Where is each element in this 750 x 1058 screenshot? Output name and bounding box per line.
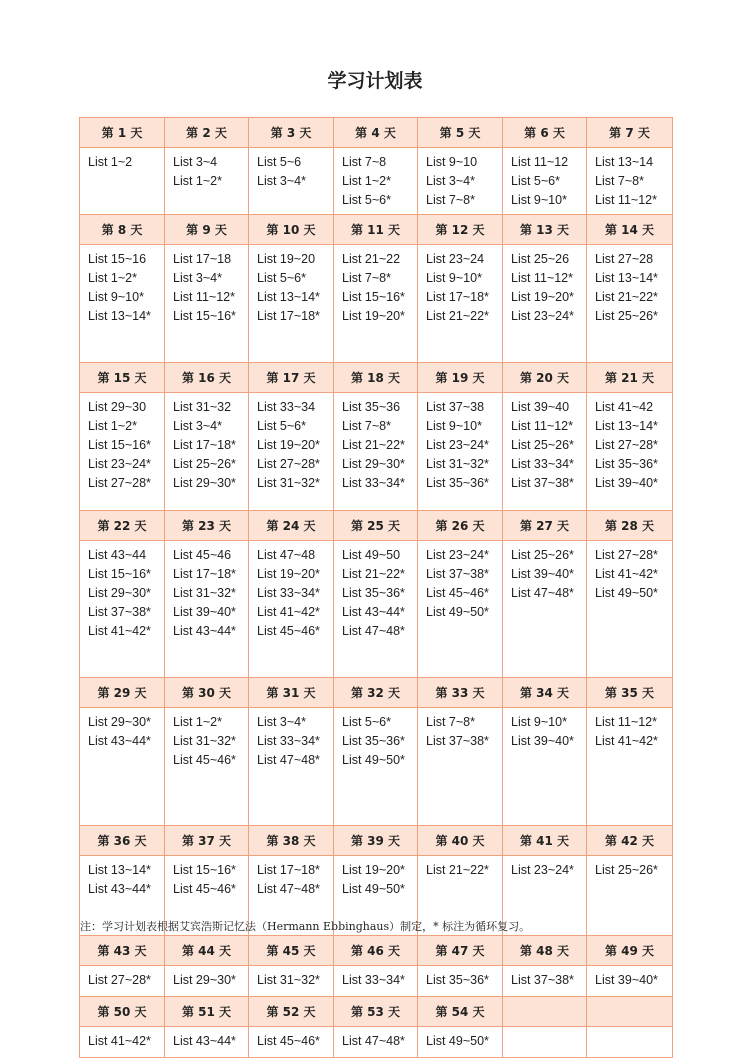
- list-item: List 29~30*: [342, 457, 405, 471]
- list-item: List 25~26*: [595, 863, 658, 877]
- list-cell: [80, 1027, 165, 1058]
- list-cell: [80, 708, 165, 826]
- list-item: List 15~16: [88, 252, 147, 266]
- list-cell: [418, 148, 503, 215]
- list-cell: [587, 1027, 673, 1058]
- list-item: List 47~48*: [342, 1034, 405, 1048]
- day-header-cell: 第 52 天: [249, 997, 334, 1027]
- list-item: List 39~40*: [173, 605, 236, 619]
- list-item: List 7~8*: [342, 271, 391, 285]
- list-item: List 17~18*: [173, 567, 236, 581]
- list-item: List 1~2*: [88, 271, 137, 285]
- list-item: List 33~34*: [511, 457, 574, 471]
- list-cell: [334, 966, 418, 997]
- list-item: List 41~42*: [595, 567, 658, 581]
- list-item: List 11~12: [511, 155, 569, 169]
- day-header-cell: 第 42 天: [587, 826, 673, 856]
- list-item: List 25~26*: [511, 548, 574, 562]
- day-header-cell: 第 49 天: [587, 936, 673, 966]
- list-cell: [165, 148, 249, 215]
- list-item: List 39~40*: [511, 734, 574, 748]
- list-item: List 3~4*: [426, 174, 475, 188]
- list-item: List 25~26: [511, 252, 570, 266]
- day-header-cell: 第 9 天: [165, 215, 249, 245]
- day-header-cell: 第 8 天: [80, 215, 165, 245]
- list-item: List 37~38: [426, 400, 485, 414]
- day-header-cell: 第 25 天: [334, 511, 418, 541]
- day-header-row: [80, 678, 673, 708]
- list-cell: [587, 148, 673, 215]
- list-cell: [165, 1027, 249, 1058]
- list-cell: [165, 541, 249, 678]
- list-item: List 19~20*: [511, 290, 574, 304]
- day-header-cell: [503, 997, 587, 1027]
- list-item: List 27~28: [595, 252, 654, 266]
- list-cell: [503, 148, 587, 215]
- list-item: List 23~24: [426, 252, 485, 266]
- list-item: List 33~34*: [342, 973, 405, 987]
- list-item: List 49~50*: [426, 1034, 489, 1048]
- day-header-cell: 第 51 天: [165, 997, 249, 1027]
- list-cell: [334, 541, 418, 678]
- day-header-row: [80, 936, 673, 966]
- list-item: List 33~34*: [257, 734, 320, 748]
- list-item: List 21~22*: [595, 290, 658, 304]
- day-header-cell: 第 24 天: [249, 511, 334, 541]
- list-item: List 1~2*: [342, 174, 391, 188]
- day-header-cell: 第 28 天: [587, 511, 673, 541]
- list-item: List 43~44*: [88, 734, 151, 748]
- day-header-cell: 第 43 天: [80, 936, 165, 966]
- list-item: List 7~8: [342, 155, 387, 169]
- day-header-cell: 第 3 天: [249, 118, 334, 148]
- day-header-row: [80, 826, 673, 856]
- list-item: List 11~12*: [173, 290, 235, 304]
- list-item: List 35~36*: [342, 586, 405, 600]
- list-item: List 35~36*: [595, 457, 658, 471]
- list-item: List 29~30: [88, 400, 147, 414]
- list-cell: [587, 856, 673, 936]
- list-item: List 41~42*: [595, 734, 658, 748]
- list-item: List 17~18*: [426, 290, 489, 304]
- list-item: List 15~16*: [173, 863, 236, 877]
- list-item: List 5~6*: [257, 271, 306, 285]
- list-item: List 49~50*: [342, 753, 405, 767]
- list-item: List 15~16*: [342, 290, 405, 304]
- list-item: List 23~24*: [511, 863, 574, 877]
- list-cell: [587, 541, 673, 678]
- day-header-cell: 第 18 天: [334, 363, 418, 393]
- day-header-cell: 第 30 天: [165, 678, 249, 708]
- list-item: List 13~14: [595, 155, 654, 169]
- day-header-cell: 第 16 天: [165, 363, 249, 393]
- list-item: List 11~12*: [595, 715, 657, 729]
- list-item: List 21~22: [342, 252, 401, 266]
- day-header-cell: 第 40 天: [418, 826, 503, 856]
- list-item: List 29~30*: [173, 973, 236, 987]
- list-item: List 31~32: [173, 400, 232, 414]
- day-header-cell: 第 45 天: [249, 936, 334, 966]
- day-header-cell: 第 17 天: [249, 363, 334, 393]
- list-item: List 25~26*: [173, 457, 236, 471]
- list-item: List 27~28*: [595, 438, 658, 452]
- day-header-row: [80, 997, 673, 1027]
- day-header-cell: 第 2 天: [165, 118, 249, 148]
- list-cell: [503, 1027, 587, 1058]
- list-row: [80, 245, 673, 363]
- list-item: List 41~42*: [88, 624, 151, 638]
- list-item: List 3~4*: [173, 271, 222, 285]
- day-header-row: [80, 511, 673, 541]
- list-item: List 29~30*: [173, 476, 236, 490]
- day-header-cell: 第 29 天: [80, 678, 165, 708]
- list-cell: [418, 708, 503, 826]
- list-cell: [418, 966, 503, 997]
- list-item: List 43~44*: [88, 882, 151, 896]
- list-item: List 31~32*: [173, 586, 236, 600]
- list-item: List 15~16*: [88, 438, 151, 452]
- list-item: List 23~24*: [511, 309, 574, 323]
- list-cell: [249, 966, 334, 997]
- list-item: List 15~16*: [88, 567, 151, 581]
- list-item: List 31~32*: [257, 973, 320, 987]
- list-item: List 7~8*: [342, 419, 391, 433]
- list-item: List 5~6*: [511, 174, 560, 188]
- day-header-cell: 第 7 天: [587, 118, 673, 148]
- list-item: List 9~10*: [511, 193, 567, 207]
- list-item: List 27~28*: [88, 973, 151, 987]
- list-item: List 5~6: [257, 155, 302, 169]
- list-item: List 37~38*: [511, 973, 574, 987]
- list-item: List 19~20: [257, 252, 316, 266]
- day-header-cell: 第 34 天: [503, 678, 587, 708]
- list-cell: [80, 541, 165, 678]
- list-item: List 39~40*: [511, 567, 574, 581]
- list-cell: [249, 708, 334, 826]
- day-header-cell: 第 10 天: [249, 215, 334, 245]
- list-item: List 49~50*: [342, 882, 405, 896]
- list-item: List 45~46*: [257, 624, 320, 638]
- list-item: List 37~38*: [426, 567, 489, 581]
- day-header-cell: 第 27 天: [503, 511, 587, 541]
- list-row: [80, 1027, 673, 1058]
- list-item: List 19~20*: [342, 309, 405, 323]
- list-item: List 29~30*: [88, 715, 151, 729]
- list-item: List 19~20*: [257, 567, 320, 581]
- day-header-cell: 第 36 天: [80, 826, 165, 856]
- day-header-row: [80, 118, 673, 148]
- list-item: List 45~46*: [173, 882, 236, 896]
- list-item: List 1~2: [88, 155, 133, 169]
- list-cell: [249, 148, 334, 215]
- list-cell: [503, 245, 587, 363]
- day-header-cell: 第 33 天: [418, 678, 503, 708]
- day-header-cell: 第 46 天: [334, 936, 418, 966]
- list-cell: [249, 1027, 334, 1058]
- list-item: List 9~10*: [426, 419, 482, 433]
- study-plan-table: [79, 117, 673, 1058]
- list-cell: [334, 393, 418, 511]
- list-item: List 49~50*: [426, 605, 489, 619]
- list-item: List 27~28*: [88, 476, 151, 490]
- list-cell: [249, 245, 334, 363]
- list-cell: [418, 541, 503, 678]
- page-title: 学习计划表: [327, 70, 423, 92]
- list-item: List 39~40: [511, 400, 570, 414]
- list-cell: [165, 245, 249, 363]
- day-header-cell: 第 5 天: [418, 118, 503, 148]
- list-item: List 11~12*: [595, 193, 657, 207]
- list-item: List 43~44*: [342, 605, 405, 619]
- day-header-cell: 第 14 天: [587, 215, 673, 245]
- list-item: List 7~8*: [595, 174, 644, 188]
- list-item: List 17~18*: [257, 309, 320, 323]
- list-item: List 25~26*: [595, 309, 658, 323]
- list-cell: [503, 541, 587, 678]
- list-item: List 1~2*: [173, 174, 222, 188]
- list-item: List 37~38*: [88, 605, 151, 619]
- day-header-cell: 第 22 天: [80, 511, 165, 541]
- list-item: List 13~14*: [257, 290, 320, 304]
- list-cell: [418, 245, 503, 363]
- list-item: List 47~48*: [257, 753, 320, 767]
- list-item: List 27~28*: [595, 548, 658, 562]
- list-cell: [587, 708, 673, 826]
- list-item: List 13~14*: [595, 419, 658, 433]
- list-item: List 33~34: [257, 400, 316, 414]
- day-header-cell: 第 1 天: [80, 118, 165, 148]
- day-header-cell: 第 31 天: [249, 678, 334, 708]
- day-header-cell: 第 53 天: [334, 997, 418, 1027]
- list-item: List 9~10*: [88, 290, 144, 304]
- day-header-cell: 第 32 天: [334, 678, 418, 708]
- list-item: List 35~36*: [342, 734, 405, 748]
- list-item: List 11~12*: [511, 271, 573, 285]
- list-item: List 31~32*: [426, 457, 489, 471]
- list-item: List 37~38*: [426, 734, 489, 748]
- day-header-cell: 第 20 天: [503, 363, 587, 393]
- list-item: List 3~4*: [173, 419, 222, 433]
- day-header-cell: 第 19 天: [418, 363, 503, 393]
- day-header-cell: 第 50 天: [80, 997, 165, 1027]
- day-header-row: [80, 215, 673, 245]
- list-row: [80, 708, 673, 826]
- list-item: List 45~46: [173, 548, 232, 562]
- day-header-cell: 第 35 天: [587, 678, 673, 708]
- day-header-cell: 第 38 天: [249, 826, 334, 856]
- day-header-cell: 第 4 天: [334, 118, 418, 148]
- list-item: List 47~48*: [342, 624, 405, 638]
- list-item: List 33~34*: [257, 586, 320, 600]
- list-cell: [334, 245, 418, 363]
- list-item: List 49~50: [342, 548, 401, 562]
- day-header-row: [80, 363, 673, 393]
- list-item: List 47~48*: [511, 586, 574, 600]
- day-header-cell: 第 41 天: [503, 826, 587, 856]
- list-cell: [503, 393, 587, 511]
- list-cell: [165, 393, 249, 511]
- list-item: List 43~44*: [173, 1034, 236, 1048]
- list-item: List 3~4*: [257, 174, 306, 188]
- day-header-cell: 第 12 天: [418, 215, 503, 245]
- list-cell: [249, 393, 334, 511]
- list-item: List 21~22*: [342, 567, 405, 581]
- list-item: List 35~36*: [426, 973, 489, 987]
- list-item: List 43~44: [88, 548, 147, 562]
- list-row: [80, 541, 673, 678]
- list-item: List 41~42*: [257, 605, 320, 619]
- list-item: List 15~16*: [173, 309, 236, 323]
- list-item: List 45~46*: [257, 1034, 320, 1048]
- list-cell: [165, 966, 249, 997]
- list-item: List 23~24*: [88, 457, 151, 471]
- day-header-cell: 第 47 天: [418, 936, 503, 966]
- list-item: List 23~24*: [426, 548, 489, 562]
- list-item: List 5~6*: [342, 715, 391, 729]
- list-cell: [80, 966, 165, 997]
- list-item: List 3~4*: [257, 715, 306, 729]
- day-header-cell: 第 44 天: [165, 936, 249, 966]
- list-item: List 45~46*: [173, 753, 236, 767]
- list-cell: [80, 245, 165, 363]
- list-cell: [587, 245, 673, 363]
- list-cell: [80, 393, 165, 511]
- list-item: List 13~14*: [88, 309, 151, 323]
- list-item: List 7~8*: [426, 193, 475, 207]
- list-item: List 1~2*: [173, 715, 222, 729]
- list-item: List 17~18*: [173, 438, 236, 452]
- list-item: List 41~42: [595, 400, 654, 414]
- day-header-cell: [587, 997, 673, 1027]
- list-item: List 9~10*: [511, 715, 567, 729]
- day-header-cell: 第 37 天: [165, 826, 249, 856]
- list-item: List 11~12*: [511, 419, 573, 433]
- day-header-cell: 第 15 天: [80, 363, 165, 393]
- list-item: List 19~20*: [257, 438, 320, 452]
- list-cell: [165, 708, 249, 826]
- list-item: List 33~34*: [342, 476, 405, 490]
- list-cell: [503, 708, 587, 826]
- list-item: List 21~22*: [342, 438, 405, 452]
- day-header-cell: 第 21 天: [587, 363, 673, 393]
- list-item: List 27~28*: [257, 457, 320, 471]
- list-item: List 9~10*: [426, 271, 482, 285]
- list-item: List 29~30*: [88, 586, 151, 600]
- list-cell: [249, 541, 334, 678]
- list-item: List 31~32*: [257, 476, 320, 490]
- list-cell: [334, 148, 418, 215]
- list-cell: [503, 966, 587, 997]
- list-item: List 41~42*: [88, 1034, 151, 1048]
- list-cell: [80, 148, 165, 215]
- footnote: 注：学习计划表根据艾宾浩斯记忆法（Hermann Ebbinghaus）制定，* 标注为循环复习。: [80, 920, 531, 933]
- day-header-cell: 第 48 天: [503, 936, 587, 966]
- list-item: List 19~20*: [342, 863, 405, 877]
- list-item: List 1~2*: [88, 419, 137, 433]
- list-item: List 35~36*: [426, 476, 489, 490]
- list-row: [80, 966, 673, 997]
- day-header-cell: 第 23 天: [165, 511, 249, 541]
- list-item: List 5~6*: [257, 419, 306, 433]
- day-header-cell: 第 26 天: [418, 511, 503, 541]
- list-item: List 49~50*: [595, 586, 658, 600]
- list-item: List 13~14*: [88, 863, 151, 877]
- list-item: List 3~4: [173, 155, 218, 169]
- day-header-cell: 第 13 天: [503, 215, 587, 245]
- list-cell: [334, 1027, 418, 1058]
- list-item: List 5~6*: [342, 193, 391, 207]
- day-header-cell: 第 11 天: [334, 215, 418, 245]
- list-item: List 35~36: [342, 400, 401, 414]
- list-item: List 9~10: [426, 155, 478, 169]
- list-row: [80, 393, 673, 511]
- list-cell: [334, 708, 418, 826]
- list-cell: [418, 393, 503, 511]
- list-item: List 23~24*: [426, 438, 489, 452]
- list-item: List 43~44*: [173, 624, 236, 638]
- list-cell: [587, 393, 673, 511]
- list-item: List 25~26*: [511, 438, 574, 452]
- list-item: List 7~8*: [426, 715, 475, 729]
- day-header-cell: 第 6 天: [503, 118, 587, 148]
- list-item: List 37~38*: [511, 476, 574, 490]
- list-item: List 47~48: [257, 548, 316, 562]
- list-item: List 45~46*: [426, 586, 489, 600]
- list-row: [80, 148, 673, 215]
- list-item: List 17~18: [173, 252, 232, 266]
- list-item: List 21~22*: [426, 863, 489, 877]
- day-header-cell: 第 54 天: [418, 997, 503, 1027]
- list-cell: [418, 1027, 503, 1058]
- list-item: List 39~40*: [595, 476, 658, 490]
- list-item: List 13~14*: [595, 271, 658, 285]
- list-item: List 47~48*: [257, 882, 320, 896]
- day-header-cell: 第 39 天: [334, 826, 418, 856]
- list-item: List 21~22*: [426, 309, 489, 323]
- list-item: List 31~32*: [173, 734, 236, 748]
- list-item: List 39~40*: [595, 973, 658, 987]
- list-item: List 17~18*: [257, 863, 320, 877]
- list-cell: [587, 966, 673, 997]
